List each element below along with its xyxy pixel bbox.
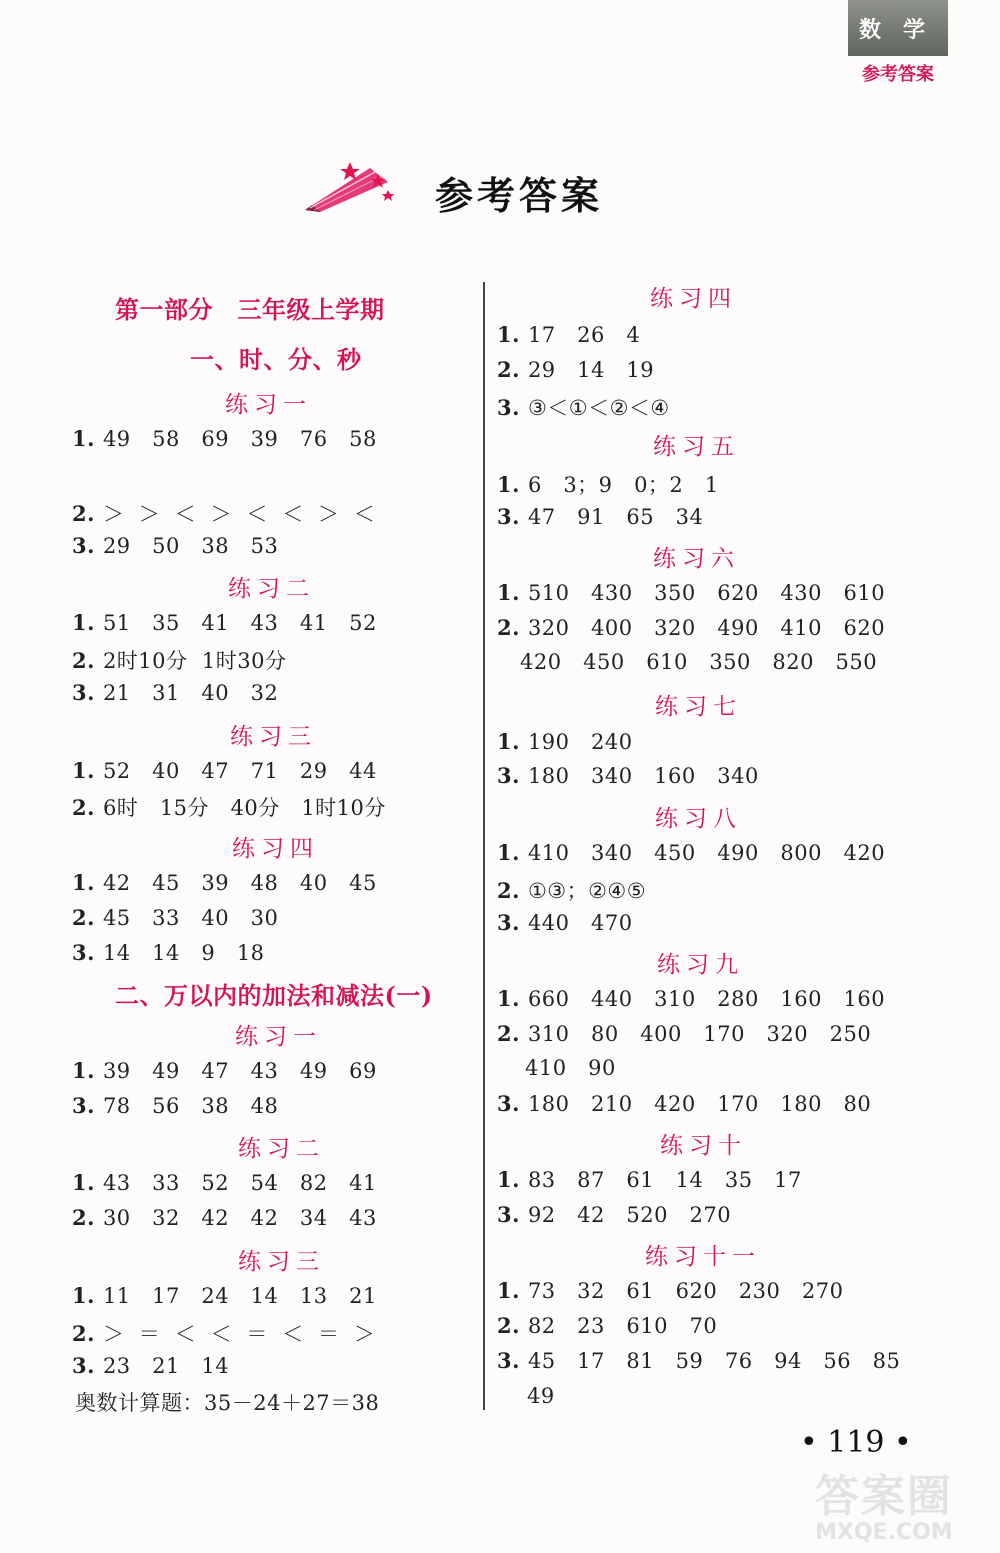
section-heading: 一、时、分、秒	[190, 345, 362, 374]
question-number: 3.	[497, 1202, 520, 1227]
answer-text: 440 470	[527, 911, 633, 935]
answer-line	[497, 357, 654, 382]
exercise-title: 练习二	[228, 576, 315, 602]
question-number: 3.	[497, 763, 520, 788]
answer-line	[72, 610, 377, 635]
question-number: 1.	[72, 758, 95, 783]
question-number: 2.	[497, 1313, 520, 1338]
answer-line	[72, 1318, 375, 1348]
question-number: 1.	[497, 580, 520, 605]
section-heading: 二、万以内的加法和减法(一)	[115, 981, 433, 1010]
answer-line	[497, 469, 719, 499]
answer-line	[72, 1283, 377, 1308]
answer-line	[72, 1205, 377, 1230]
answer-text: 49 58 69 39 76 58	[102, 427, 377, 451]
answer-text: ＞ ＞ ＜ ＞ ＜ ＜ ＞ ＜	[102, 502, 376, 526]
answer-text: 47 91 65 34	[527, 505, 704, 529]
question-number: 1.	[72, 1283, 95, 1308]
answer-line	[525, 1056, 616, 1080]
question-number: 1.	[72, 1058, 95, 1083]
answer-text: 310 80 400 170 320 250	[527, 1022, 872, 1046]
answer-text: 51 35 41 43 41 52	[102, 611, 377, 635]
answer-text: 420 450 610 350 820 550	[520, 650, 878, 674]
exercise-title: 练习二	[238, 1136, 325, 1162]
exercise-title: 练习一	[235, 1024, 322, 1050]
answer-text: 30 32 42 42 34 43	[102, 1206, 377, 1230]
corner-label: 参考答案	[862, 64, 934, 85]
section-heading: 第一部分 三年级上学期	[115, 295, 385, 324]
question-number: 2.	[72, 1321, 95, 1346]
question-number: 1.	[72, 1170, 95, 1195]
answer-text: 45 17 81 59 76 94 56 85	[527, 1349, 901, 1373]
answer-text: 42 45 39 48 40 45	[102, 871, 377, 895]
question-number: 2.	[497, 615, 520, 640]
question-number: 1.	[497, 472, 520, 497]
question-number: 2.	[72, 905, 95, 930]
question-number: 2.	[72, 501, 95, 526]
exercise-title: 练习四	[232, 836, 319, 862]
note-line: 奥数计算题：35－24＋27＝38	[75, 1391, 380, 1415]
question-number: 2.	[72, 1205, 95, 1230]
answer-text: 29 50 38 53	[102, 534, 279, 558]
answer-line	[72, 645, 286, 675]
answer-line	[72, 1058, 377, 1083]
answer-text: 39 49 47 43 49 69	[102, 1059, 377, 1083]
question-number: 2.	[497, 878, 520, 903]
question-number: 3.	[72, 1353, 95, 1378]
answer-text: 190 240	[527, 730, 633, 754]
question-number: 2.	[497, 357, 520, 382]
question-number: 1.	[497, 1278, 520, 1303]
question-number: 1.	[497, 322, 520, 347]
exercise-title: 练习八	[655, 806, 742, 832]
answer-line	[497, 875, 646, 905]
answer-text: 45 33 40 30	[102, 906, 279, 930]
answer-line	[497, 1167, 802, 1192]
answer-text: 21 31 40 32	[102, 681, 279, 705]
answer-text: 82 23 610 70	[527, 1314, 718, 1338]
question-number: 3.	[497, 395, 520, 420]
answer-text: 2时10分 1时30分	[102, 649, 287, 673]
answer-line	[72, 498, 375, 528]
answer-text: 52 40 47 71 29 44	[102, 759, 377, 783]
answer-line	[497, 322, 640, 347]
question-number: 3.	[72, 533, 95, 558]
answer-line	[72, 533, 278, 558]
question-number: 3.	[72, 940, 95, 965]
question-number: 1.	[72, 870, 95, 895]
question-number: 3.	[497, 1348, 520, 1373]
exercise-title: 练习三	[238, 1249, 325, 1275]
exercise-title: 练习五	[653, 434, 740, 460]
exercise-title: 练习六	[653, 546, 740, 572]
answer-line	[497, 580, 885, 605]
answer-line	[527, 1384, 555, 1408]
question-number: 3.	[497, 910, 520, 935]
question-number: 3.	[72, 680, 95, 705]
exercise-title: 练习四	[650, 286, 737, 312]
main-title-block	[300, 160, 620, 220]
question-number: 1.	[497, 1167, 520, 1192]
watermark-logo	[815, 1460, 995, 1550]
answer-text: 23 21 14	[102, 1354, 230, 1378]
answer-line	[497, 1348, 900, 1373]
answer-text: 410 340 450 490 800 420	[527, 841, 886, 865]
answer-text: 92 42 520 270	[527, 1203, 732, 1227]
question-number: 3.	[497, 1091, 520, 1116]
exercise-title: 练习九	[657, 952, 744, 978]
answer-line	[72, 940, 265, 965]
answer-text: 14 14 9 18	[102, 941, 265, 965]
answer-text: 29 14 19	[527, 358, 655, 382]
exercise-title: 练习十	[660, 1133, 747, 1159]
answer-text: 11 17 24 14 13 21	[102, 1284, 377, 1308]
answer-text: 180 210 420 170 180 80	[527, 1092, 872, 1116]
exercise-title: 练习十一	[645, 1244, 761, 1270]
answer-line	[72, 758, 377, 783]
question-number: 1.	[497, 986, 520, 1011]
answer-text: ＞ ＝ ＜ ＜ ＝ ＜ ＝ ＞	[102, 1322, 376, 1346]
question-number: 1.	[497, 840, 520, 865]
answer-text: 410 90	[525, 1056, 616, 1080]
answer-line	[497, 392, 670, 422]
answer-line	[497, 615, 885, 640]
answer-text: 49	[527, 1384, 555, 1408]
answer-line	[72, 792, 386, 822]
answer-line	[72, 1170, 377, 1195]
answer-line	[72, 870, 377, 895]
answer-text: 660 440 310 280 160 160	[527, 987, 886, 1011]
question-number: 3.	[497, 504, 520, 529]
answer-line	[497, 763, 759, 788]
pencil-star-icon	[300, 160, 400, 215]
answer-text: 43 33 52 54 82 41	[102, 1171, 377, 1195]
answer-line	[72, 1093, 278, 1118]
answer-text: 6时 15分 40分 1时10分	[102, 796, 386, 820]
answer-line	[497, 1278, 843, 1303]
question-number: 1.	[72, 610, 95, 635]
column-divider	[483, 282, 485, 1410]
answer-text: 83 87 61 14 35 17	[527, 1168, 802, 1192]
answer-text: 180 340 160 340	[527, 764, 759, 788]
answer-line	[72, 680, 278, 705]
corner-tab	[848, 0, 948, 90]
corner-subject: 数学	[848, 0, 948, 56]
question-number: 2.	[72, 795, 95, 820]
answer-line	[497, 840, 885, 865]
answer-line	[72, 426, 377, 451]
answer-text: 17 26 4	[527, 323, 641, 347]
answer-text: 510 430 350 620 430 610	[527, 581, 886, 605]
exercise-title: 练习七	[655, 694, 742, 720]
answer-line	[497, 1313, 717, 1338]
answer-line	[72, 905, 278, 930]
answer-text: ①③；②④⑤	[527, 879, 647, 903]
answer-line	[497, 1021, 871, 1046]
question-number: 2.	[72, 648, 95, 673]
answer-line	[497, 1091, 871, 1116]
question-number: 1.	[497, 729, 520, 754]
answer-line	[497, 1202, 731, 1227]
answer-line	[497, 729, 633, 754]
page-title: 参考答案	[435, 174, 604, 218]
answer-text: 320 400 320 490 410 620	[527, 616, 886, 640]
answer-text: 73 32 61 620 230 270	[527, 1279, 844, 1303]
answer-line	[497, 504, 703, 529]
question-number: 1.	[72, 426, 95, 451]
answer-text: 6 3；9 0；2 1	[527, 473, 719, 497]
question-number: 3.	[72, 1093, 95, 1118]
watermark-url: MXQE.COM	[815, 1520, 953, 1545]
exercise-title: 练习三	[230, 724, 317, 750]
question-number: 2.	[497, 1021, 520, 1046]
answer-text: 78 56 38 48	[102, 1094, 279, 1118]
answer-line	[72, 1353, 229, 1378]
answer-line	[520, 650, 877, 674]
page-number: • 119 •	[800, 1425, 912, 1460]
watermark-text: 答案圈	[815, 1471, 953, 1522]
answer-text: ③＜①＜②＜④	[527, 396, 670, 420]
exercise-title: 练习一	[225, 392, 312, 418]
answer-line	[497, 986, 885, 1011]
answer-line	[497, 910, 633, 935]
